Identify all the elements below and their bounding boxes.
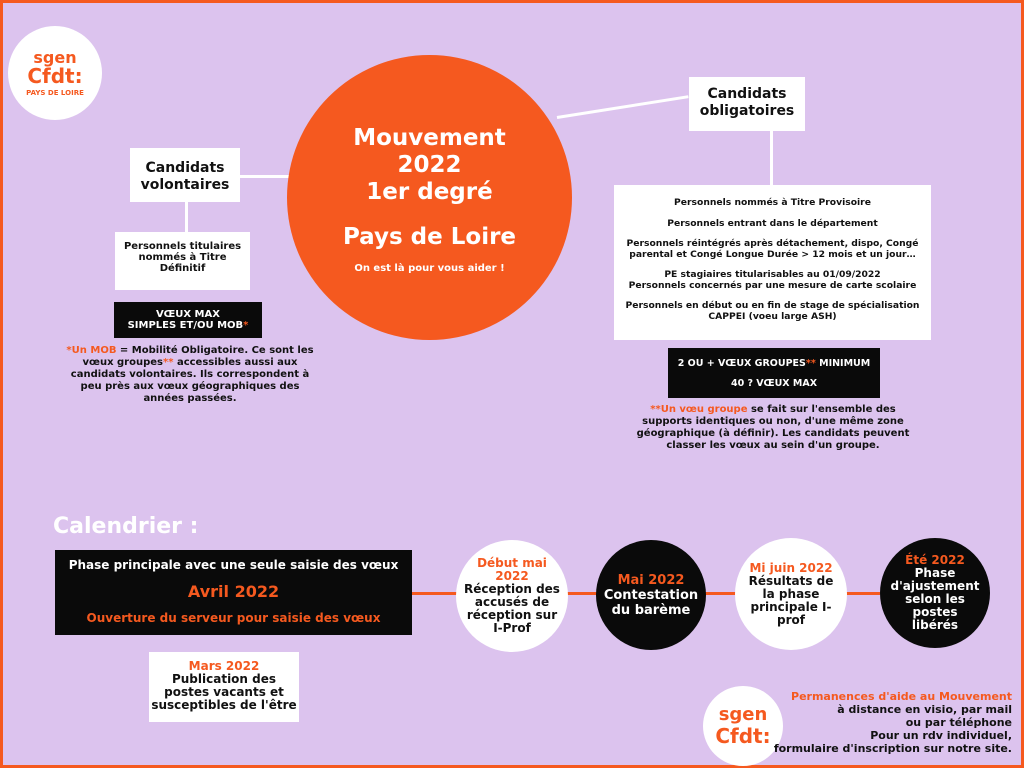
connector-volontaires-down	[185, 200, 188, 232]
mars-body: Publication des postes vacants et susceptibles de l'être	[151, 672, 297, 712]
logo-text-cfdt: Cfdt:	[27, 63, 83, 88]
volontaires-body: Personnels titulaires nommés à Titre Définitif	[123, 241, 242, 274]
footer-line: ou par téléphone	[905, 716, 1012, 729]
footer-text	[774, 690, 1012, 755]
footer-line: à distance en visio, par mail	[837, 703, 1012, 716]
step-date: Début mai 2022	[477, 556, 547, 583]
step-debut-mai	[456, 540, 568, 652]
logo-text-sgen: sgen	[33, 47, 77, 67]
hub-title-line1: Mouvement	[353, 125, 506, 151]
step-date: Été 2022	[905, 553, 965, 567]
volontaires-note-star: **	[163, 357, 174, 368]
volontaires-body-box	[115, 232, 250, 290]
mars-box	[149, 652, 299, 722]
step-date: Mi juin 2022	[749, 560, 833, 575]
volontaires-heading-box	[130, 148, 240, 202]
volontaires-voeux-star: *	[243, 320, 249, 331]
obligatoires-item: PE stagiaires titularisables au 01/09/2022	[664, 269, 881, 280]
step-body: Résultats de la phase principale I-prof	[748, 573, 834, 627]
obligatoires-voeux-line1-post: MINIMUM	[815, 358, 871, 369]
obligatoires-voeux-line2: 40 ? VŒUX MAX	[730, 378, 818, 389]
obligatoires-item: Personnels en début ou en fin de stage de spécialisation CAPPEI (voeu large ASH)	[625, 300, 920, 322]
volontaires-voeux-line1: VŒUX MAX	[156, 309, 220, 320]
hub-title-line3: 1er degré	[366, 179, 493, 205]
obligatoires-note-prefix: **Un vœu groupe	[650, 404, 748, 415]
logo-text-region: PAYS DE LOIRE	[26, 88, 84, 97]
step-mi-juin	[735, 538, 847, 650]
footer-logo-sgen: sgen	[718, 704, 768, 725]
obligatoires-note-body: se fait sur l'ensemble des supports identiques ou non, d'une même zone géographique (à définir). Les candidats peuvent classer les vœux au sein d'un groupe.	[636, 404, 910, 451]
sgen-cfdt-logo	[8, 26, 102, 120]
footer-logo	[703, 686, 783, 766]
mars-date: Mars 2022	[188, 659, 260, 673]
hub-subtitle: Pays de Loire	[342, 224, 517, 250]
step-body: Contestation du barème	[603, 587, 699, 618]
step-body: Phase d'ajustement selon les postes libérés	[890, 566, 980, 632]
obligatoires-heading: Candidats obligatoires	[699, 86, 795, 119]
phase-principale-box	[55, 550, 412, 635]
step-ete	[880, 538, 990, 648]
footer-line: formulaire d'inscription sur notre site.	[773, 742, 1012, 755]
phase-principale-date: Avril 2022	[187, 582, 280, 601]
volontaires-note-part2: accessibles aussi aux candidats volontaires. Ils correspondent à peu près aux vœux géographiques des années passées.	[70, 357, 310, 404]
volontaires-note	[66, 345, 314, 405]
volontaires-heading: Candidats volontaires	[140, 160, 230, 193]
volontaires-note-part1: = Mobilité Obligatoire. Ce sont les vœux groupes	[82, 345, 314, 368]
obligatoires-list-box	[614, 185, 931, 340]
obligatoires-note	[628, 404, 918, 452]
obligatoires-item: Personnels nommés à Titre Provisoire	[674, 197, 871, 208]
obligatoires-item: Personnels concernés par une mesure de carte scolaire	[628, 279, 917, 291]
obligatoires-voeux-star: **	[805, 358, 816, 369]
obligatoires-voeux-box	[668, 348, 880, 398]
volontaires-note-prefix: *Un MOB	[66, 345, 117, 356]
hub-title-line2: 2022	[397, 152, 462, 178]
phase-principale-line1: Phase principale avec une seule saisie des vœux	[68, 558, 399, 572]
footer-title: Permanences d'aide au Mouvement	[791, 690, 1012, 703]
step-body: Réception des accusés de réception sur I-Prof	[464, 582, 560, 635]
footer-line: Pour un rdv individuel,	[870, 729, 1012, 742]
calendrier-title: Calendrier :	[53, 514, 199, 539]
footer-logo-cfdt: Cfdt:	[715, 724, 771, 748]
volontaires-voeux-line2: SIMPLES ET/OU MOB	[127, 320, 244, 331]
step-date: Mai 2022	[617, 572, 685, 588]
obligatoires-item: Personnels entrant dans le département	[667, 217, 878, 229]
obligatoires-item: Personnels réintégrés après détachement, dispo, Congé parental et Congé Longue Durée > 12 mois et un jour…	[626, 238, 919, 260]
step-mai	[596, 540, 706, 650]
obligatoires-heading-box	[689, 77, 805, 131]
phase-principale-line3: Ouverture du serveur pour saisie des vœux	[86, 611, 381, 625]
hub-tagline: On est là pour vous aider !	[354, 263, 505, 274]
connector-obligatoires-down	[770, 128, 773, 186]
hub-circle	[287, 55, 572, 340]
volontaires-voeux-box	[114, 302, 262, 338]
obligatoires-voeux-line1-pre: 2 OU + VŒUX GROUPES	[677, 358, 806, 369]
